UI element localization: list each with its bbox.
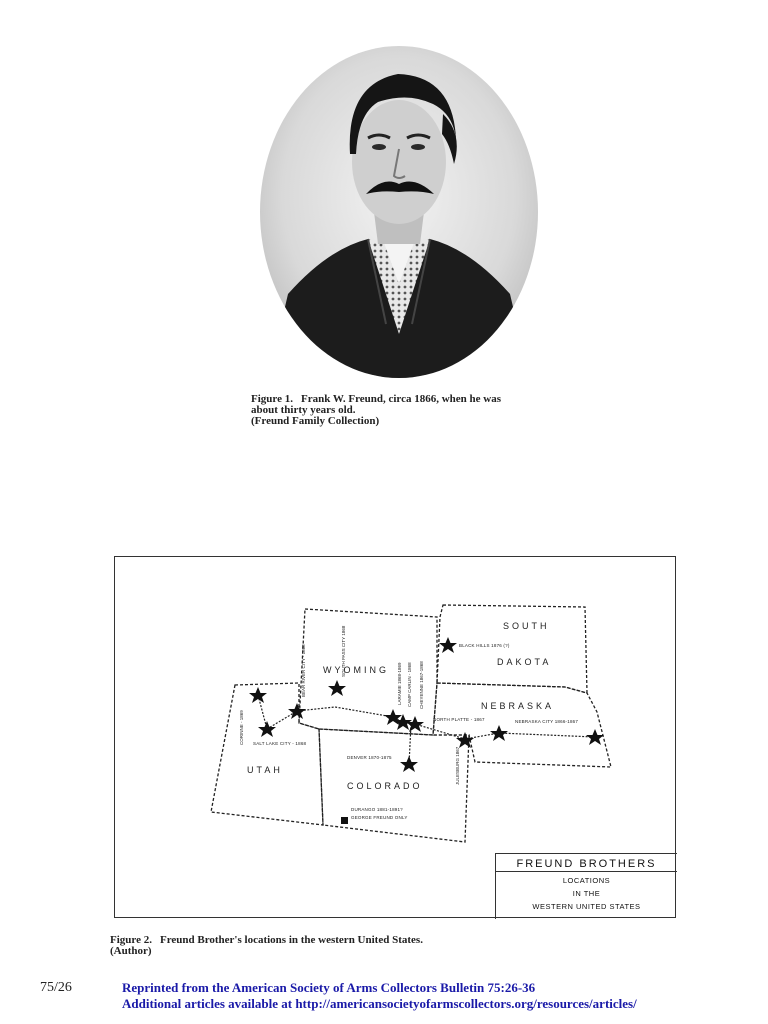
map-legend [495, 853, 677, 919]
star-black-hills [439, 637, 457, 653]
city-label-salt-lake: SALT LAKE CITY - 1868 [253, 741, 307, 746]
star-denver [400, 756, 418, 772]
portrait-photo [258, 44, 540, 380]
city-label-cheyenne: CHEYENNE 1867-1868 [419, 661, 424, 709]
star-north-platte [490, 725, 508, 741]
figure2-caption-line1: Freund Brother's locations in the western United States. [159, 934, 423, 946]
legend-line1: LOCATIONS [562, 876, 611, 885]
state-outline-south-dakota [437, 605, 587, 693]
state-label-wyoming: WYOMING [323, 665, 389, 675]
city-label-laramie: LARAMIE 1868-1869 [397, 662, 402, 705]
city-label-denver: DENVER 1870-1875 [347, 755, 392, 760]
legend-line3: WESTERN UNITED STATES [532, 902, 641, 911]
figure1-caption-line1: Frank W. Freund, circa 1866, when he was [300, 393, 502, 405]
portrait-image [258, 44, 540, 380]
figure1-caption [251, 394, 531, 427]
city-label-julesburg: JULESBURG 1867 [455, 746, 460, 785]
state-label-south: SOUTH [503, 621, 550, 631]
figure2-number: Figure 2. [110, 934, 152, 946]
state-label-dakota: DAKOTA [497, 657, 552, 667]
city-label-george-only: GEORGE FREUND ONLY [351, 815, 408, 820]
figure2-caption [110, 935, 530, 957]
star-bear-river [288, 703, 306, 719]
star-south-pass [328, 680, 346, 696]
city-label-nebraska-city: NEBRASKA CITY 1866-1867 [515, 719, 579, 724]
figure1-number: Figure 1. [251, 393, 293, 405]
figure1-caption-line2: about thirty years old. [251, 404, 356, 416]
articles-link[interactable]: Additional articles available at http://americansocietyofarmscollectors.org/resources/articles/ [122, 996, 637, 1011]
city-label-south-pass: SOUTH PASS CITY 1868 [341, 625, 346, 677]
figure2-caption-line2: (Author) [110, 945, 152, 957]
city-label-corinne: CORINNE - 1869 [239, 710, 244, 745]
state-label-utah: UTAH [247, 765, 283, 775]
footer-reprint [122, 980, 637, 1012]
square-durango [341, 817, 348, 824]
reprint-line: Reprinted from the American Society of Arms Collectors Bulletin 75:26-36 [122, 980, 536, 995]
legend-title: FREUND BROTHERS [496, 858, 677, 872]
map-frame [114, 556, 676, 918]
city-label-north-platte: NORTH PLATTE - 1867 [433, 717, 485, 722]
city-label-bear-river: BEAR RIVER CITY - 1868 [301, 644, 306, 697]
state-label-nebraska: NEBRASKA [481, 701, 555, 711]
page-number: 75/26 [40, 980, 72, 995]
state-outline-utah [211, 683, 323, 825]
state-label-colorado: COLORADO [347, 781, 423, 791]
star-salt-lake [258, 721, 276, 737]
legend-line2: IN THE [572, 889, 601, 898]
star-corinne [249, 687, 267, 703]
city-label-black-hills: BLACK HILLS 1876 (?) [459, 643, 510, 648]
city-label-camp: CAMP CARLIN - 1868 [407, 662, 412, 707]
figure1-caption-line3: (Freund Family Collection) [251, 415, 380, 427]
city-label-durango: DURANGO 1881-1891? [351, 807, 403, 812]
